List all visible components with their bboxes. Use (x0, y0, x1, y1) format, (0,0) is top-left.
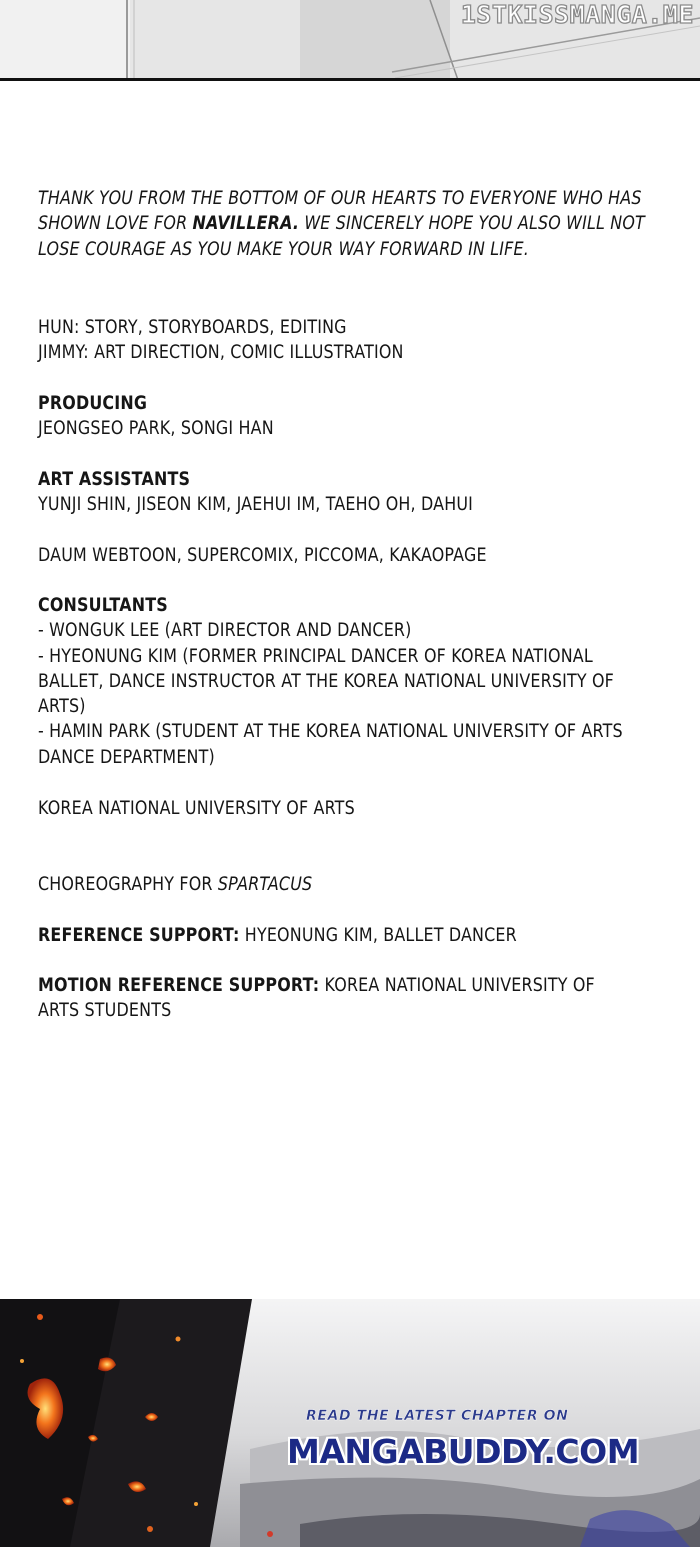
motion-reference-credit-cont: ARTS STUDENTS (38, 1000, 172, 1022)
reference-support-label: REFERENCE SUPPORT: (38, 925, 240, 946)
top-comic-panel (0, 0, 700, 80)
choreography-work: SPARTACUS (217, 874, 313, 895)
choreography-credit: CHOREOGRAPHY FOR SPARTACUS (38, 874, 313, 895)
producing-section (38, 391, 274, 442)
watermark-text: 1STKISSMANGA.ME (460, 0, 694, 29)
art-assistants-section (38, 467, 473, 518)
thank-you-line-2: SHOWN LOVE FOR NAVILLERA. WE SINCERELY HOPE YOU ALSO WILL NOT (38, 213, 645, 235)
producing-heading: PRODUCING (38, 393, 148, 414)
consultants-heading: CONSULTANTS (38, 595, 168, 616)
series-title: NAVILLERA. (192, 213, 300, 235)
thank-you-line-3: LOSE COURAGE AS YOU MAKE YOUR WAY FORWARD IN LIFE. (38, 238, 529, 260)
producing-names: JEONGSEO PARK, SONGI HAN (38, 418, 274, 440)
consultant-line: - WONGUK LEE (ART DIRECTOR AND DANCER) (38, 620, 412, 642)
role-hun: HUN: STORY, STORYBOARDS, EDITING (38, 317, 347, 338)
consultant-line: - HAMIN PARK (STUDENT AT THE KOREA NATIONAL UNIVERSITY OF ARTS (38, 721, 623, 743)
consultants-section (38, 593, 623, 770)
role-jimmy: JIMMY: ART DIRECTION, COMIC ILLUSTRATION (38, 342, 404, 364)
thank-you-line-1: THANK YOU FROM THE BOTTOM OF OUR HEARTS TO EVERYONE WHO HAS (38, 188, 642, 209)
consultant-line: - HYEONUNG KIM (FORMER PRINCIPAL DANCER OF KOREA NATIONAL (38, 645, 593, 667)
university-name: KOREA NATIONAL UNIVERSITY OF ARTS (38, 798, 355, 819)
art-assistants-heading: ART ASSISTANTS (38, 469, 191, 490)
banner-site-link[interactable]: MANGABUDDY.COM (287, 1432, 640, 1471)
creator-roles (38, 315, 404, 366)
motion-reference-section (38, 973, 595, 1024)
motion-reference-label: MOTION REFERENCE SUPPORT: (38, 975, 320, 996)
reference-support-credit: REFERENCE SUPPORT: HYEONUNG KIM, BALLET DANCER (38, 925, 517, 946)
consultant-line: DANCE DEPARTMENT) (38, 746, 215, 768)
consultant-line: BALLET, DANCE INSTRUCTOR AT THE KOREA NATIONAL UNIVERSITY OF (38, 670, 615, 692)
platforms-section (38, 543, 487, 568)
panel-border (0, 78, 700, 81)
banner-tagline: READ THE LATEST CHAPTER ON (306, 1408, 569, 1424)
platforms-list: DAUM WEBTOON, SUPERCOMIX, PICCOMA, KAKAOPAGE (38, 545, 487, 566)
art-assistants-names: YUNJI SHIN, JISEON KIM, JAEHUI IM, TAEHO OH, DAHUI (38, 494, 474, 516)
choreography-section (38, 872, 312, 897)
motion-reference-credit: MOTION REFERENCE SUPPORT: KOREA NATIONAL UNIVERSITY OF (38, 975, 595, 996)
reference-support-section (38, 923, 517, 948)
university-section (38, 796, 355, 821)
thank-you-message (38, 186, 645, 262)
consultant-line: ARTS) (38, 696, 86, 718)
